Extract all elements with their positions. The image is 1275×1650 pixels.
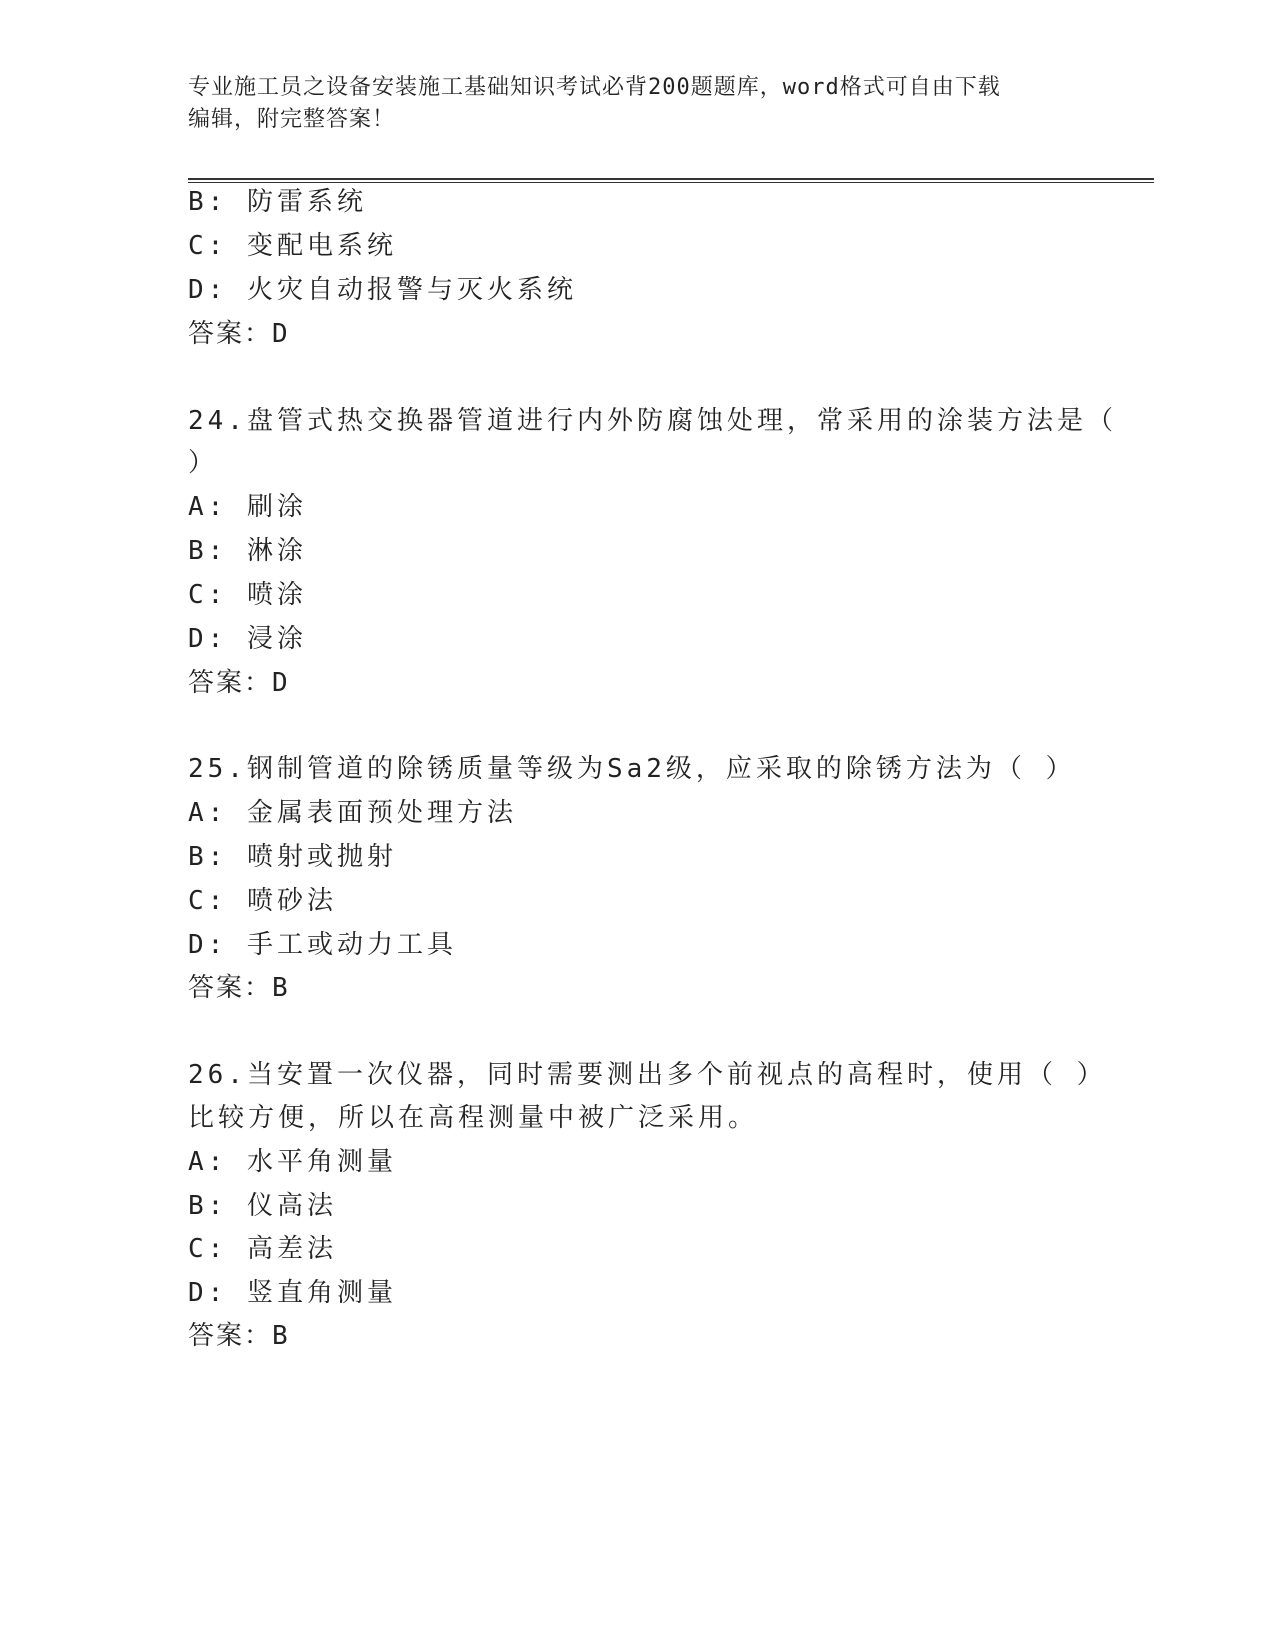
q25-stem-line-1: 25.钢制管道的除锈质量等级为Sa2级，应采取的除锈方法为（ ） xyxy=(188,754,1076,784)
q24-stem-line-2: ） xyxy=(188,448,219,478)
header-divider xyxy=(188,178,1154,183)
prev-answer: 答案：D xyxy=(188,319,290,349)
q24-option-a: A: 刷涂 xyxy=(188,492,307,522)
q26-option-c: C: 高差法 xyxy=(188,1234,337,1264)
q25-option-d: D: 手工或动力工具 xyxy=(188,930,457,960)
q25-option-c: C: 喷砂法 xyxy=(188,886,337,916)
q26-option-b: B: 仪高法 xyxy=(188,1191,337,1221)
document-header xyxy=(188,72,1088,136)
header-title-line-2: 编辑，附完整答案！ xyxy=(188,107,396,132)
q25-answer: 答案：B xyxy=(188,973,290,1003)
q26-stem-line-1: 26.当安置一次仪器，同时需要测出多个前视点的高程时，使用（ ） xyxy=(188,1060,1107,1090)
q25-option-b: B: 喷射或抛射 xyxy=(188,842,397,872)
q25-option-a: A: 金属表面预处理方法 xyxy=(188,798,517,828)
q26-option-d: D: 竖直角测量 xyxy=(188,1278,397,1308)
q24-option-b: B: 淋涂 xyxy=(188,536,307,566)
prev-option-c: C: 变配电系统 xyxy=(188,231,397,261)
q26-stem-line-2: 比较方便，所以在高程测量中被广泛采用。 xyxy=(188,1103,759,1133)
prev-option-d: D: 火灾自动报警与灭火系统 xyxy=(188,275,577,305)
q24-option-d: D: 浸涂 xyxy=(188,624,307,654)
q24-option-c: C: 喷涂 xyxy=(188,580,307,610)
q24-answer: 答案：D xyxy=(188,668,290,698)
prev-option-b: B: 防雷系统 xyxy=(188,187,367,217)
q26-option-a: A: 水平角测量 xyxy=(188,1147,397,1177)
q24-stem-line-1: 24.盘管式热交换器管道进行内外防腐蚀处理，常采用的涂装方法是（ xyxy=(188,406,1117,436)
q26-answer: 答案：B xyxy=(188,1321,290,1351)
header-title-line-1: 专业施工员之设备安装施工基础知识考试必背200题题库，word格式可自由下载 xyxy=(188,75,1001,100)
